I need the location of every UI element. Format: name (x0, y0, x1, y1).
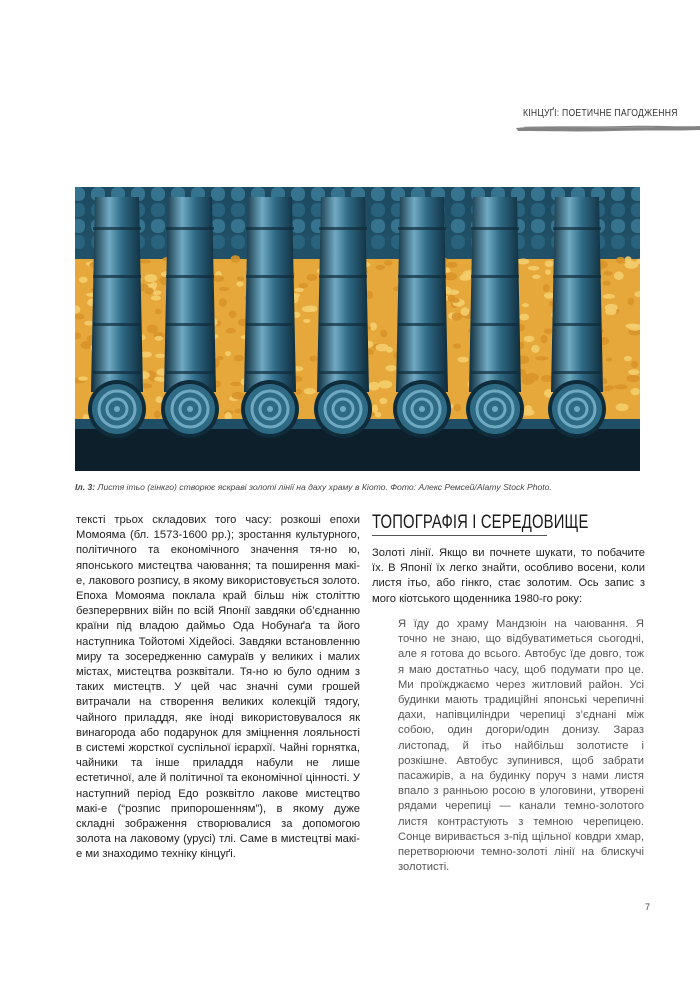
running-title: КІНЦУҐІ: ПОЕТИЧНЕ ПАГОДЖЕННЯ (523, 107, 678, 119)
brush-stroke-decoration (514, 122, 700, 134)
heading-underline (372, 535, 547, 536)
page-number: 7 (645, 902, 651, 912)
figure-caption (75, 481, 645, 493)
diary-quote: Я їду до храму Мандзюін на чаювання. Я точно не знаю, що відбуватиметься сьогодні, але я готова до всього. Автобус їде довго, тож я маю достатньо часу, щоб подумати про це. Ми проїжджаємо через житловий район. Усі будинки мають традиційні японські черепичні дахи, напівциліндри черепиці з’єднані між собою, один догори/один донизу. Зараз листопад, й ітьо найбільш золотисте і розкішне. Автобус зупинився, щоб забрати пасажирів, а на будинку поруч з нами листя впало з ранньою росою в улоговини, утворені рядами черепиці — канали темно-золотого листя контрастують з темною черепицею. Сонце виривається з-під щільної ковдри хмар, перетворюючи темно-золоті лінії на блискучі золотисті. (398, 618, 644, 874)
roof-tiles-photo (75, 187, 640, 471)
body-paragraph: тексті трьох складових того часу: розкоші епохи Момояма (бл. 1573-1600 рр.); зростання культурного, політичного та економічного значення тя-но ю, японського мистецтва чаювання; та поширення макі-е, лакового розпису, в якому використовується золото. Епоха Момояма поклала край більш ніж століттю безперервних війн по всій Японії завдяки об’єднанню країни під владою даймьо Ода Нобунаґа та його наступника Тойотомі Хідейосі. Завдяки встановленню миру та зосередженню самураїв у великих і малих містах, мистецтва розквітали. Тя-но ю було одним з таких мистецтв. У цей час значні суми грошей витрачали на створення великих колекцій тядогу, чайного приладдя, яке іноді використовувалося як винагорода або подарунок для зміцнення лояльності в системі жорсткої суспільної ієрархії. Чайні горнятка, чайники та інше приладдя набули не лише естетичної, але й політичної та економічної цінності. У наступний період Едо розквітло лакове мистецтво макі-е (“розпис припорошенням”), в якому дуже складні зображення створювалися за допомогою золота на лаковому (урусі) тлі. Саме в мистецтві макі-е ми знаходимо техніку кінцуґі. (76, 514, 360, 861)
caption-text: Листя ітьо (гінкго) створює яскраві золоті лінії на даху храму в Кіото. Фото: Алекс Ремсей/Alamy Stock Photo. (97, 482, 552, 492)
section-heading: ТОПОГРАФІЯ І СЕРЕДОВИЩЕ (372, 511, 589, 533)
left-column (76, 513, 360, 863)
intro-paragraph: Золоті лінії. Якщо ви почнете шукати, то побачите їх. В Японії їх легко знайти, особливо восени, коли листя ітьо, або гінкго, стає золотим. Ось запис з мого кіотського щоденника 1980-го року: (372, 547, 645, 605)
caption-label: Іл. 3: (75, 482, 96, 492)
